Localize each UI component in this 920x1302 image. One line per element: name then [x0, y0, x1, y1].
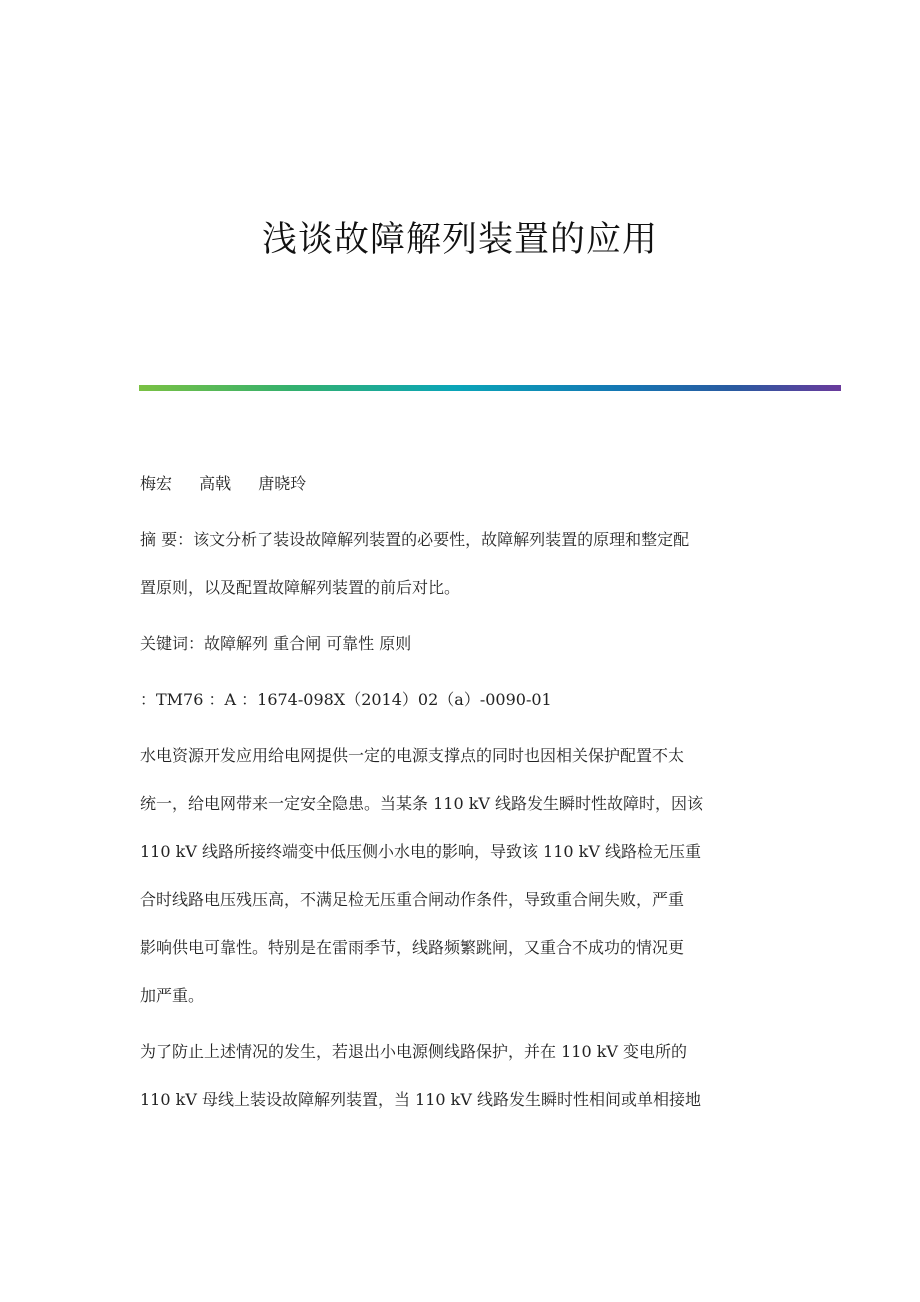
title-divider-gradient-rule: [139, 385, 841, 391]
paragraph-line: 110 kV 线路所接终端变中低压侧小水电的影响，导致该 110 kV 线路检无压重: [140, 842, 702, 861]
document-title: 浅谈故障解列装置的应用: [261, 220, 658, 260]
author-name: 高戟: [199, 474, 232, 493]
keywords-line: 关键词：故障解列 重合闸 可靠性 原则: [140, 634, 412, 653]
author-list: [140, 466, 306, 502]
abstract-line: 置原则，以及配置故障解列装置的前后对比。: [140, 578, 461, 597]
paragraph-line: 110 kV 母线上装设故障解列装置，当 110 kV 线路发生瞬时性相间或单相接地: [140, 1090, 702, 1109]
author-name: 梅宏: [140, 474, 173, 493]
author-name: 唐晓玲: [258, 474, 307, 493]
abstract-line: 摘 要：该文分析了装设故障解列装置的必要性，故障解列装置的原理和整定配: [140, 530, 690, 549]
paragraph-line: 水电资源开发应用给电网提供一定的电源支撑点的同时也因相关保护配置不太: [140, 746, 685, 765]
paragraph-line: 统一，给电网带来一定安全隐患。当某条 110 kV 线路发生瞬时性故障时，因该: [140, 794, 704, 813]
paragraph-line: 为了防止上述情况的发生，若退出小电源侧线路保护，并在 110 kV 变电所的: [140, 1042, 688, 1061]
paragraph-line: 合时线路电压残压高，不满足检无压重合闸动作条件，导致重合闸失败，严重: [140, 890, 685, 909]
paragraph-line: 加严重。: [140, 986, 205, 1005]
classification-line: ：TM76 ：A ：1674-098X（2014）02（a）-0090-01: [140, 690, 552, 709]
paragraph-line: 影响供电可靠性。特别是在雷雨季节，线路频繁跳闸，又重合不成功的情况更: [140, 938, 685, 957]
